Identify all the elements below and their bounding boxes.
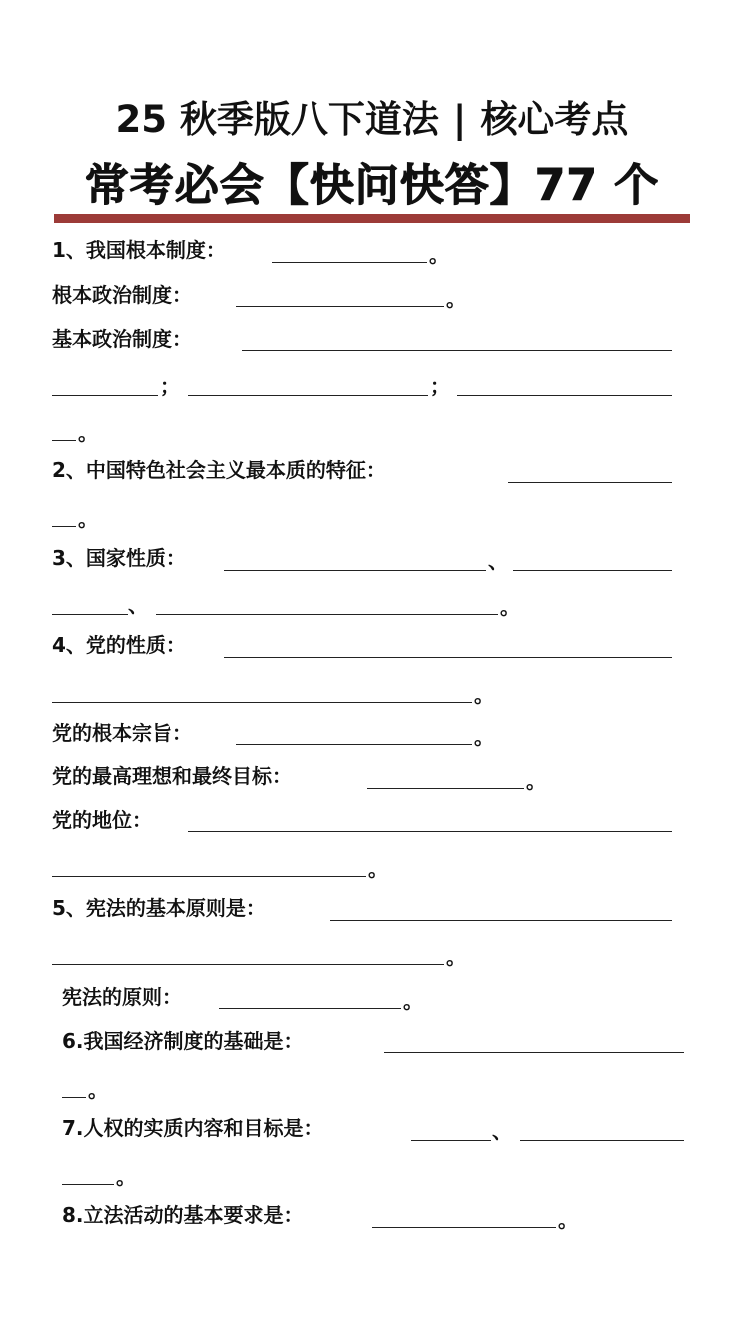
answer-blank[interactable] <box>242 350 672 351</box>
period-mark: 。 <box>500 595 520 619</box>
question-8: 8.立法活动的基本要求是： <box>62 1203 304 1227</box>
answer-blank[interactable] <box>156 614 498 615</box>
question-4c: 党的最高理想和最终目标： <box>52 764 292 788</box>
period-mark: 。 <box>429 243 449 267</box>
question-1: 1、我国根本制度： <box>52 238 226 262</box>
question-4d: 党的地位： <box>52 808 152 832</box>
title-part-a: 25 秋季版八下道法 <box>115 98 439 141</box>
question-4: 4、党的性质： <box>52 633 186 657</box>
answer-blank[interactable] <box>52 395 158 396</box>
question-4b: 党的根本宗旨： <box>52 721 192 745</box>
period-mark: 。 <box>526 769 546 793</box>
period-mark: 。 <box>116 1165 136 1189</box>
answer-blank[interactable] <box>52 614 128 615</box>
answer-blank[interactable] <box>457 395 672 396</box>
period-mark: 。 <box>368 857 388 881</box>
answer-blank[interactable] <box>52 702 472 703</box>
question-6: 6.我国经济制度的基础是： <box>62 1029 304 1053</box>
period-mark: 。 <box>88 1078 108 1102</box>
title-part-b: 核心考点 <box>480 98 629 141</box>
question-5: 5、宪法的基本原则是： <box>52 896 266 920</box>
semicolon-mark: ； <box>430 374 450 398</box>
period-mark: 。 <box>78 507 98 531</box>
question-7: 7.人权的实质内容和目标是： <box>62 1116 324 1140</box>
answer-blank[interactable] <box>52 964 444 965</box>
period-mark: 。 <box>474 725 494 749</box>
answer-blank[interactable] <box>384 1052 684 1053</box>
question-2: 2、中国特色社会主义最本质的特征： <box>52 458 386 482</box>
answer-blank[interactable] <box>272 262 427 263</box>
title-divider <box>54 214 690 223</box>
question-1b: 根本政治制度： <box>52 283 192 307</box>
answer-blank[interactable] <box>188 831 672 832</box>
comma-mark: 、 <box>492 1119 512 1143</box>
page-title-line1 <box>0 92 744 148</box>
answer-blank[interactable] <box>52 440 76 441</box>
divider-bar <box>54 214 690 223</box>
answer-blank[interactable] <box>513 570 672 571</box>
question-1c: 基本政治制度： <box>52 327 192 351</box>
answer-blank[interactable] <box>520 1140 684 1141</box>
period-mark: 。 <box>446 945 466 969</box>
answer-blank[interactable] <box>508 482 672 483</box>
answer-blank[interactable] <box>224 570 486 571</box>
period-mark: 。 <box>474 683 494 707</box>
answer-blank[interactable] <box>411 1140 491 1141</box>
period-mark: 。 <box>403 989 423 1013</box>
semicolon-mark: ； <box>160 374 180 398</box>
comma-mark: 、 <box>128 593 148 617</box>
answer-blank[interactable] <box>330 920 672 921</box>
title-main: 常考必会【快问快答】77 个 <box>84 160 660 211</box>
answer-blank[interactable] <box>236 744 472 745</box>
answer-blank[interactable] <box>62 1097 86 1098</box>
answer-blank[interactable] <box>236 306 444 307</box>
answer-blank[interactable] <box>372 1227 556 1228</box>
question-5b: 宪法的原则： <box>62 985 182 1009</box>
answer-blank[interactable] <box>62 1184 114 1185</box>
period-mark: 。 <box>78 421 98 445</box>
answer-blank[interactable] <box>188 395 428 396</box>
title-separator: | <box>452 98 467 141</box>
question-3: 3、国家性质： <box>52 546 186 570</box>
period-mark: 。 <box>446 287 466 311</box>
answer-blank[interactable] <box>224 657 672 658</box>
comma-mark: 、 <box>488 549 508 573</box>
answer-blank[interactable] <box>367 788 524 789</box>
answer-blank[interactable] <box>52 526 76 527</box>
page-title-line2 <box>0 156 744 216</box>
answer-blank[interactable] <box>219 1008 401 1009</box>
answer-blank[interactable] <box>52 876 366 877</box>
period-mark: 。 <box>558 1208 578 1232</box>
